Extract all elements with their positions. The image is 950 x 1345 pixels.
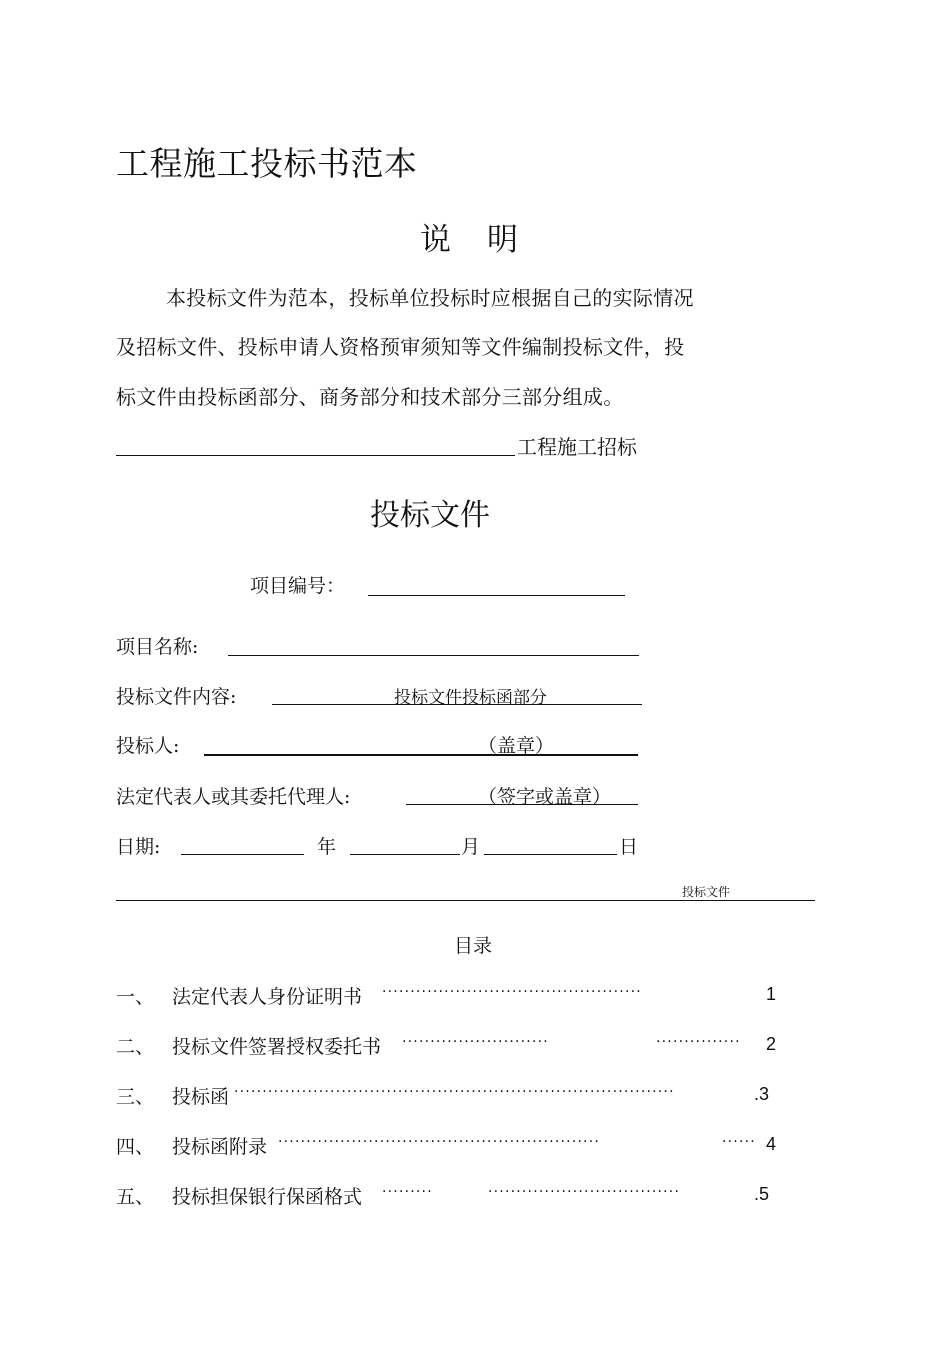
content-label: 投标文件内容: — [116, 686, 237, 708]
toc-item-4-leader: ························································· — [278, 1134, 601, 1150]
project-no-field[interactable] — [368, 595, 625, 596]
representative-field[interactable] — [406, 804, 638, 805]
bidder-field[interactable] — [204, 754, 638, 756]
bidder-seal-note: （盖章） — [478, 735, 555, 757]
toc-item-5-leader: ········· — [382, 1184, 433, 1200]
intro-line-2: 及招标文件、投标申请人资格预审须知等文件编制投标文件，投 — [116, 335, 685, 359]
project-name-field[interactable] — [228, 655, 639, 656]
toc-item-2-number: 二、 — [116, 1036, 155, 1058]
content-value: 投标文件投标函部分 — [394, 688, 547, 708]
toc-item-5-page: .5 — [754, 1184, 770, 1204]
content-field[interactable] — [272, 704, 642, 705]
toc-item-5-leader-2: ·································· — [488, 1184, 681, 1200]
toc-item-2-text[interactable]: 投标文件签署授权委托书 — [172, 1036, 382, 1058]
intro-line-1: 本投标文件为范本，投标单位投标时应根据自己的实际情况 — [166, 286, 694, 310]
toc-item-3-text[interactable]: 投标函 — [172, 1086, 230, 1108]
project-no-label: 项目编号： — [250, 575, 346, 597]
representative-label: 法定代表人或其委托代理人: — [116, 786, 351, 808]
toc-item-4-number: 四、 — [116, 1136, 155, 1158]
toc-item-1-page: 1 — [766, 984, 777, 1004]
toc-item-4-leader-2: ······ — [722, 1134, 756, 1150]
toc-item-3-page: .3 — [754, 1084, 770, 1104]
section-title: 说明 — [420, 222, 554, 258]
date-year-unit: 年 — [317, 836, 337, 858]
intro-line-3: 标文件由投标函部分、商务部分和技术部分三部分组成。 — [116, 385, 624, 409]
date-day-unit: 日 — [619, 836, 639, 858]
representative-sign-note: （签字或盖章） — [478, 786, 612, 808]
toc-item-5-number: 五、 — [116, 1186, 155, 1208]
date-month-field[interactable] — [350, 854, 460, 855]
toc-item-5-text[interactable]: 投标担保银行保函格式 — [172, 1186, 363, 1208]
running-header-label: 投标文件 — [682, 885, 731, 899]
toc-item-1-leader: ·············································· — [382, 984, 642, 1000]
toc-item-3-leader: ·············································································· — [234, 1084, 675, 1100]
date-day-field[interactable] — [484, 854, 617, 855]
toc-title: 目录 — [454, 935, 493, 957]
bid-document-title: 投标文件 — [370, 498, 490, 533]
toc-item-3-number: 三、 — [116, 1086, 155, 1108]
toc-item-1-number: 一、 — [116, 986, 155, 1008]
toc-item-4-text[interactable]: 投标函附录 — [172, 1136, 268, 1158]
toc-item-2-page: 2 — [766, 1034, 777, 1054]
tender-suffix: 工程施工招标 — [517, 435, 637, 459]
project-name-label: 项目名称: — [116, 636, 199, 658]
toc-item-4-page: 4 — [766, 1134, 777, 1154]
toc-item-1-text[interactable]: 法定代表人身份证明书 — [172, 986, 363, 1008]
date-label: 日期: — [116, 836, 161, 858]
date-year-field[interactable] — [181, 854, 304, 855]
bidder-label: 投标人: — [116, 735, 180, 757]
document-title: 工程施工投标书范本 — [116, 144, 418, 183]
toc-item-2-leader: ·························· — [402, 1034, 549, 1050]
tender-name-blank — [116, 455, 515, 456]
header-rule — [116, 900, 815, 901]
date-month-unit: 月 — [461, 836, 481, 858]
toc-item-2-leader-2: ··············· — [656, 1034, 741, 1050]
